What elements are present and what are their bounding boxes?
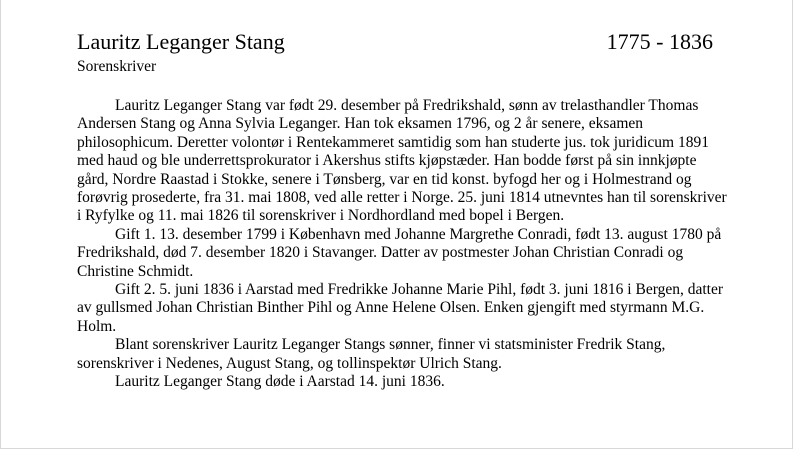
- life-years-heading: 1775 - 1836: [606, 29, 713, 54]
- biography-paragraph: Lauritz Leganger Stang var født 29. desember på Fredrikshald, sønn av trelasthandler Thomas Andersen Stang og Anna Sylvia Leganger. Han tok eksamen 1796, og 2 år senere, eksamen philosophicum. Deretter volontør i Rentekammeret samtidig som han studerte jus. tok juridicum 1891 med haud og ble underrettsprokurator i Akershus stifts kjøpstæder. Han bodde først på sin innkjøpte gård, Nordre Raastad i Stokke, senere i Tønsberg, var en tid konst. byfogd her og i Holmestrand og forøvrig prosederte, fra 31. mai 1808, ved alle retter i Norge. 25. juni 1814 utnevntes han til sorenskriver i Ryfylke og 11. mai 1826 til sorenskriver i Nordhordland med bopel i Bergen.: [77, 97, 727, 225]
- document-header: [77, 28, 713, 58]
- biography-paragraph: Lauritz Leganger Stang døde i Aarstad 14. juni 1836.: [115, 373, 445, 391]
- biography-paragraph: Blant sorenskriver Lauritz Leganger Stangs sønner, finner vi statsminister Fredrik Stang, sorenskriver i Nedenes, August Stang, og tollinspektør Ulrich Stang.: [77, 336, 666, 372]
- biography-paragraph: Gift 1. 13. desember 1799 i København med Johanne Margrethe Conradi, født 13. august 1780 på Fredrikshald, død 7. desember 1820 i Stavanger. Datter av postmester Johan Christian Conradi og Christine Schmidt.: [77, 225, 722, 280]
- biography-paragraph: Gift 2. 5. juni 1836 i Aarstad med Fredrikke Johanne Marie Pihl, født 3. juni 1816 i Bergen, datter av gullsmed Johan Christian Binther Pihl og Anne Helene Olsen. Enken gjengift med styrmann M.G. Holm.: [77, 281, 723, 335]
- occupation-subtitle: Sorenskriver: [77, 58, 157, 75]
- person-name-heading: Lauritz Leganger Stang: [77, 29, 285, 54]
- biography-text: [77, 97, 729, 392]
